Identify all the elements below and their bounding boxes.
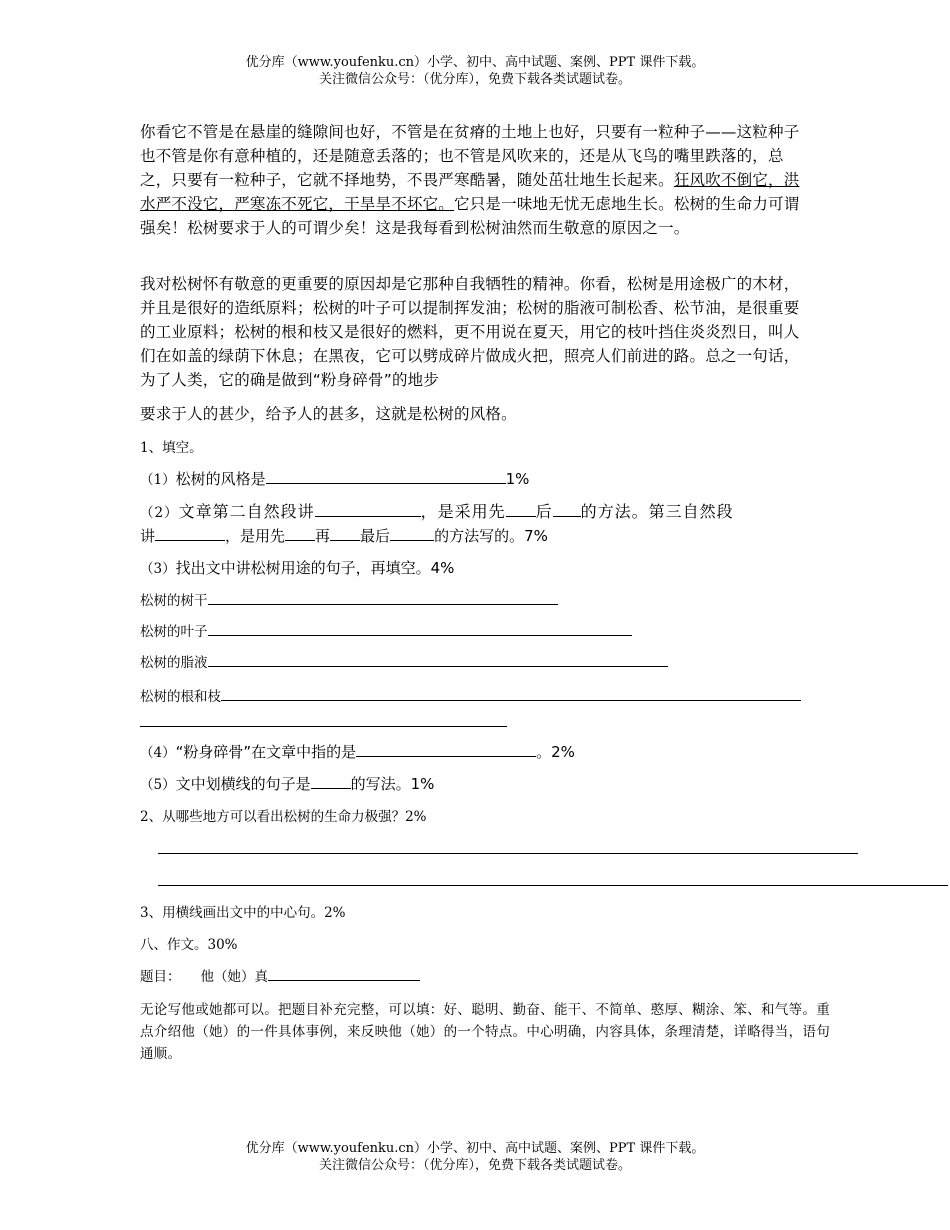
- passage-p2: 我对松树怀有敬意的更重要的原因却是它那种自我牺牲的精神。你看，松树是用途极广的木材，并且是很好的造纸原料；松树的叶子可以提制挥发油；松树的脂液可制松香、松节油，是很重要的工业原料；松树的根和枝又是很好的燃料，更不用说在夏天，用它的枝叶挡住炎炎烈日，叫人们在如盖的绿荫下休息；在黑夜，它可以劈成碎片做成火把，照亮人们前进的路。总之一句话，为了人类，它的确是做到“粉身碎骨”的地步: [140, 275, 800, 389]
- passage-p1-end: 它只是一味地无忧无虑地生长。松树的生命力可谓强矣！松树要求于人的可谓少矣！这是我每看到松树油然而生敬意的原因之一。: [140, 195, 800, 237]
- use-resin: 松树的脂液: [140, 652, 668, 674]
- question-1-1: （1）松树的风格是 1%: [140, 470, 530, 488]
- answer-blank[interactable]: [356, 742, 536, 757]
- answer-blank[interactable]: [390, 526, 434, 541]
- answer-line[interactable]: [140, 726, 507, 727]
- answer-blank[interactable]: [208, 652, 668, 667]
- answer-blank[interactable]: [208, 621, 632, 636]
- composition-topic: 题目： 他（她）真: [140, 966, 420, 988]
- answer-blank[interactable]: [311, 774, 351, 789]
- topic-blank[interactable]: [268, 966, 420, 981]
- header-line-2: 关注微信公众号：（优分库），免费下载各类试题试卷。: [318, 72, 631, 87]
- question-1-2-line-2: 讲 ，是用先 再 最后 的方法写的。7%: [140, 527, 548, 545]
- question-1-title: 1、填空。: [140, 440, 203, 456]
- composition-title: 八、作文。30%: [140, 937, 238, 953]
- passage-p1-start: 你看它不管是在悬崖的缝隙间也好，不管是在贫瘠的土地上也好，只要有一粒种子——这粒种子也不管是你有意种植的，还是随意丢落的；也不管是风吹来的，还是从飞鸟的嘴里跌落的，总之，只要有一粒种子，它就不择地势，不畏严寒酷暑，随处茁壮地生长起来。: [140, 123, 800, 189]
- answer-blank[interactable]: [208, 590, 558, 605]
- page-header: [0, 54, 950, 88]
- use-leaves: 松树的叶子: [140, 621, 632, 643]
- use-roots: 松树的根和枝: [140, 686, 801, 708]
- passage-paragraph-2: [140, 272, 812, 392]
- answer-line[interactable]: [158, 885, 948, 886]
- answer-blank[interactable]: [221, 686, 801, 701]
- passage-p3: 要求于人的甚少，给予人的甚多，这就是松树的风格。: [140, 405, 517, 423]
- question-2: 2、从哪些地方可以看出松树的生命力极强？2%: [140, 809, 427, 825]
- question-1-5: （5）文中划横线的句子是 的写法。1%: [140, 775, 435, 793]
- answer-blank[interactable]: [285, 526, 315, 541]
- question-1-2-line-1: （2）文章第二自然段讲 ，是采用先 后 的方法。第三自然段: [140, 502, 734, 521]
- passage-paragraph-3: [140, 402, 812, 426]
- answer-blank[interactable]: [506, 502, 536, 517]
- underlined-sentence: 狂风吹不倒它，洪水严不没它，严寒冻不死它，干旱旱不坏它。: [140, 171, 800, 213]
- use-trunk: 松树的树干: [140, 590, 558, 612]
- answer-blank[interactable]: [266, 469, 506, 484]
- question-1-3: （3）找出文中讲松树用途的句子，再填空。4%: [140, 559, 455, 577]
- header-line-1: 优分库（www.youfenku.cn）小学、初中、高中试题、案例、PPT 课件下载。: [245, 55, 705, 70]
- footer-line-2: 关注微信公众号：（优分库），免费下载各类试题试卷。: [318, 1158, 631, 1173]
- composition-instructions: 无论写他或她都可以。把题目补充完整，可以填：好、聪明、勤奋、能干、不简单、憨厚、糊涂、笨、和气等。重点介绍他（她）的一件具体事例，来反映他（她）的一个特点。中心明确，内容具体，条理清楚，详略得当，语句通顺。: [140, 1002, 830, 1062]
- question-1-4: （4）“粉身碎骨”在文章中指的是 。2%: [140, 743, 575, 761]
- answer-line[interactable]: [158, 853, 858, 854]
- page-footer: [0, 1140, 950, 1174]
- answer-blank[interactable]: [155, 526, 225, 541]
- answer-blank[interactable]: [553, 502, 581, 517]
- answer-blank[interactable]: [315, 502, 421, 517]
- footer-line-1: 优分库（www.youfenku.cn）小学、初中、高中试题、案例、PPT 课件下载。: [245, 1141, 705, 1156]
- passage-paragraph-1: [140, 120, 812, 240]
- question-3: 3、用横线画出文中的中心句。2%: [140, 905, 346, 921]
- answer-blank[interactable]: [330, 526, 360, 541]
